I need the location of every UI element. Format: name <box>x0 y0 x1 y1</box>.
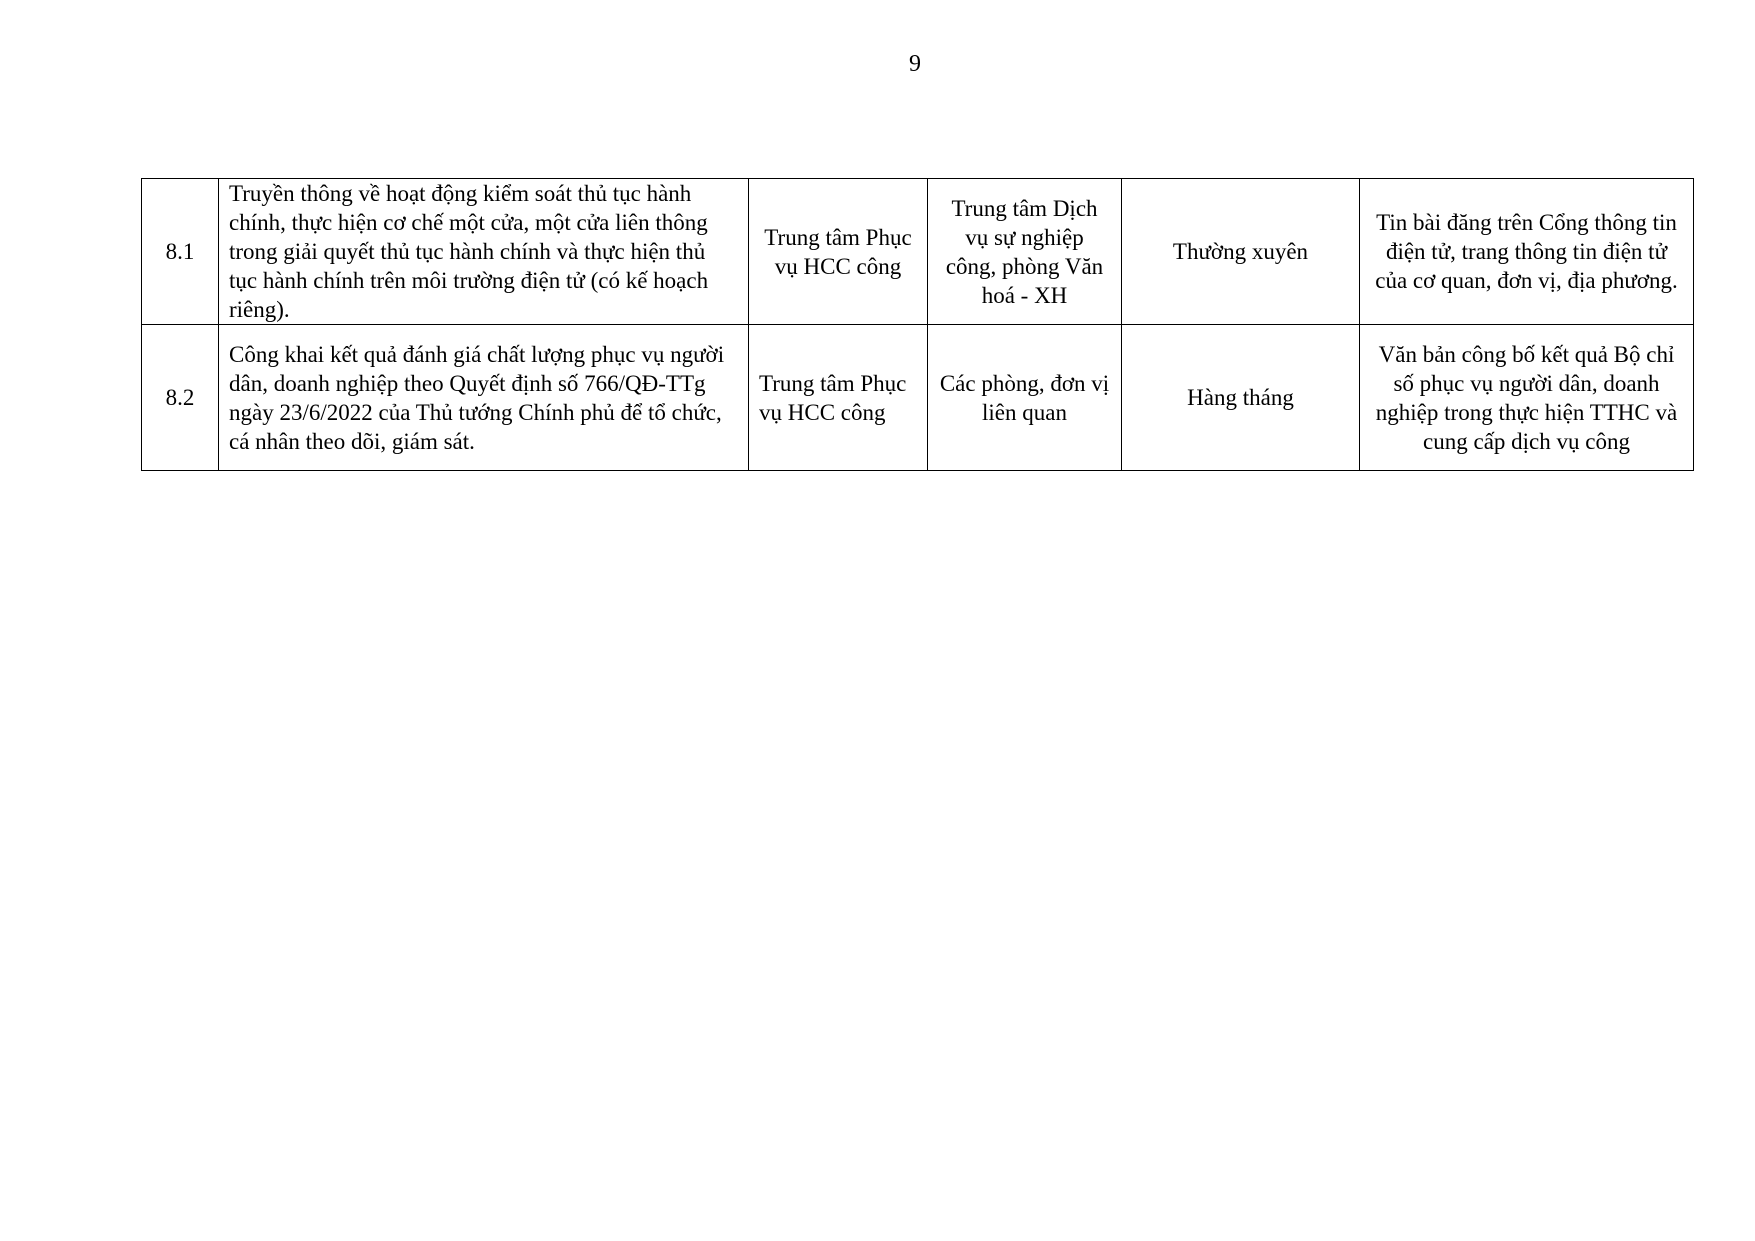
coordinating-unit-cell: Trung tâm Dịch vụ sự nghiệp công, phòng Văn hoá - XH <box>928 179 1122 325</box>
task-description-cell: Truyền thông về hoạt động kiểm soát thủ tục hành chính, thực hiện cơ chế một cửa, một cửa liên thông trong giải quyết thủ tục hành chính và thực hiện thủ tục hành chính trên môi trường điện tử (có kế hoạch riêng). <box>219 179 749 325</box>
time-cell: Hàng tháng <box>1122 325 1360 471</box>
coordinating-unit-cell: Các phòng, đơn vị liên quan <box>928 325 1122 471</box>
page-number: 9 <box>909 51 921 77</box>
product-cell: Văn bản công bố kết quả Bộ chỉ số phục vụ người dân, doanh nghiệp trong thực hiện TTHC và cung cấp dịch vụ công <box>1360 325 1694 471</box>
table-row <box>142 325 1694 471</box>
task-description-cell: Công khai kết quả đánh giá chất lượng phục vụ người dân, doanh nghiệp theo Quyết định số 766/QĐ-TTg ngày 23/6/2022 của Thủ tướng Chính phủ để tổ chức, cá nhân theo dõi, giám sát. <box>219 325 749 471</box>
time-cell: Thường xuyên <box>1122 179 1360 325</box>
row-number-cell: 8.1 <box>142 179 219 325</box>
lead-unit-cell: Trung tâm Phục vụ HCC công <box>749 179 928 325</box>
product-cell: Tin bài đăng trên Cổng thông tin điện tử, trang thông tin điện tử của cơ quan, đơn vị, địa phương. <box>1360 179 1694 325</box>
task-table <box>141 178 1694 471</box>
table-row <box>142 179 1694 325</box>
lead-unit-cell: Trung tâm Phục vụ HCC công <box>749 325 928 471</box>
row-number-cell: 8.2 <box>142 325 219 471</box>
